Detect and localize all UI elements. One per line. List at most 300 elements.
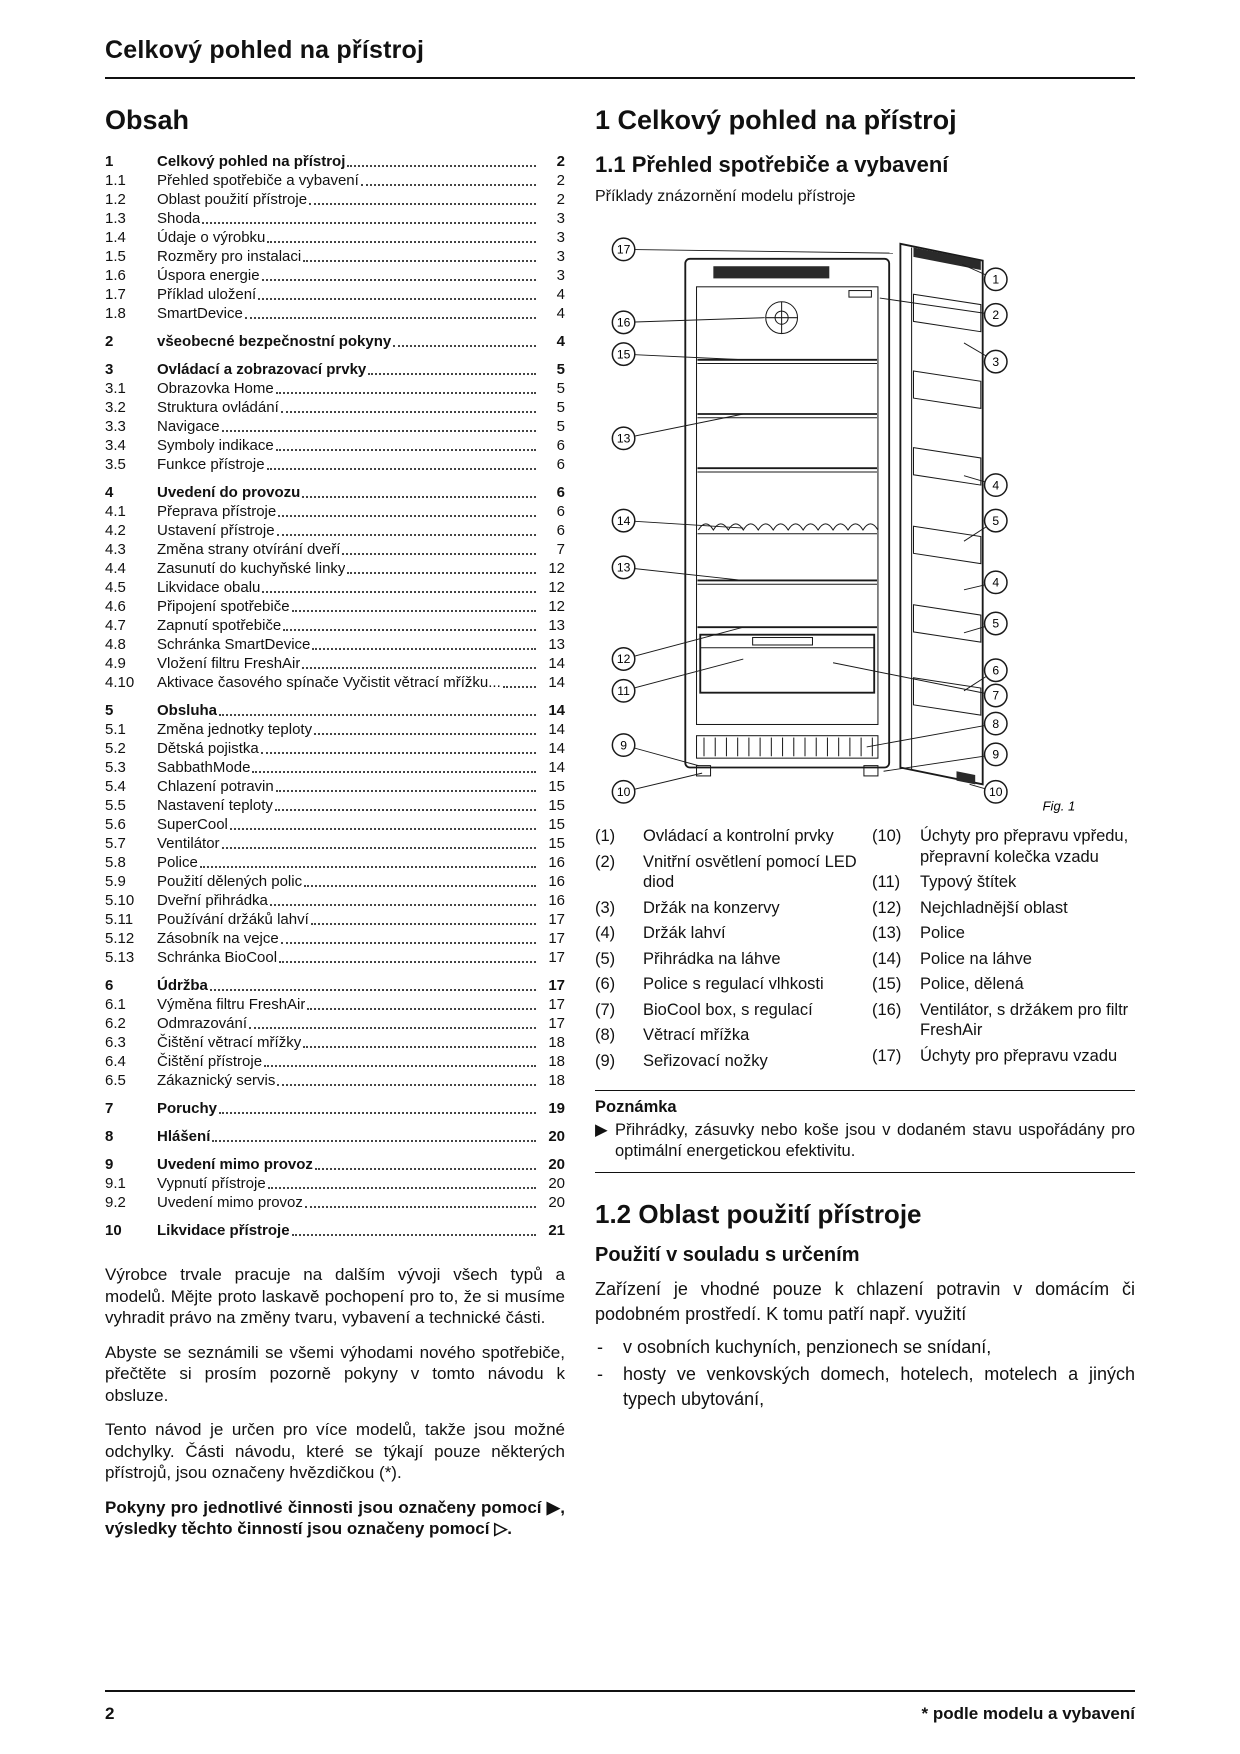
callout-leader-line	[867, 724, 996, 747]
toc-entry	[105, 360, 565, 379]
toc-entry-title: Obrazovka Home	[157, 380, 274, 397]
toc-entry-number: 6.5	[105, 1072, 126, 1089]
toc-leader-dots	[252, 771, 536, 773]
toc-entry-title: Oblast použití přístroje	[157, 191, 308, 208]
toc-leader-dots	[302, 667, 536, 669]
toc-entry-title: Čištění přístroje	[157, 1053, 263, 1070]
toc-entry	[105, 720, 565, 739]
callout-leader-line	[624, 521, 744, 528]
toc-entry	[105, 502, 565, 521]
control-panel-strip	[713, 266, 829, 278]
toc-entry-title: Hlášení	[157, 1128, 211, 1145]
toc-group	[105, 701, 565, 967]
note-box	[595, 1090, 1135, 1173]
toc-entry-number: 4.1	[105, 503, 126, 520]
led-light	[849, 291, 871, 298]
callout-number: 9	[620, 738, 627, 753]
toc-entry-page: 20	[548, 1194, 565, 1211]
toc-entry-title: SabbathMode	[157, 759, 251, 776]
toc-leader-dots	[302, 496, 536, 498]
callout-number: 6	[992, 663, 1000, 678]
toc-entry-page: 17	[548, 930, 565, 947]
toc-entry-number: 5.5	[105, 797, 126, 814]
toc-entry	[105, 540, 565, 559]
legend-item-text: Větrací mřížka	[643, 1026, 750, 1044]
toc-entry-page: 4	[556, 305, 565, 322]
toc-leader-dots	[292, 610, 536, 612]
toc-entry-number: 5.7	[105, 835, 126, 852]
callout-leader-line	[624, 414, 744, 438]
legend-item	[872, 872, 1135, 893]
toc-entry-page: 13	[548, 636, 565, 653]
callout-leader-line	[624, 627, 744, 659]
toc-entry-title: Připojení spotřebiče	[157, 598, 290, 615]
dash-marker: -	[597, 1364, 603, 1384]
list-item	[595, 1362, 1135, 1412]
section-1-heading: 1 Celkový pohled na přístroj	[595, 105, 957, 135]
legend-item	[595, 826, 858, 847]
legend-item	[872, 1046, 1135, 1067]
legend-item-number: (11)	[872, 873, 901, 891]
toc-entry-page: 13	[548, 617, 565, 634]
toc-group	[105, 976, 565, 1090]
toc-entry-title: Zákaznický servis	[157, 1072, 276, 1089]
toc-group	[105, 1155, 565, 1212]
toc-entry-page: 14	[548, 702, 565, 719]
toc-entry	[105, 597, 565, 616]
toc-entry-page: 17	[548, 1015, 565, 1032]
toc-entry-page: 17	[548, 911, 565, 928]
toc-entry	[105, 1052, 565, 1071]
toc-entry-number: 9.2	[105, 1194, 126, 1211]
toc-entry-page: 15	[548, 778, 565, 795]
toc-entry-number: 6	[105, 977, 114, 994]
toc-leader-dots	[262, 279, 536, 281]
toc-entry-page: 18	[548, 1034, 565, 1051]
toc-entry-title: Výměna filtru FreshAir	[157, 996, 306, 1013]
note-item	[595, 1120, 1135, 1162]
callout-number: 8	[992, 716, 1000, 731]
toc-entry-page: 17	[548, 996, 565, 1013]
toc-entry	[105, 853, 565, 872]
toc-entry-number: 6.4	[105, 1053, 126, 1070]
callout-number: 11	[617, 684, 630, 699]
toc-entry	[105, 171, 565, 190]
toc-leader-dots	[264, 1065, 536, 1067]
callout-number: 13	[616, 560, 631, 575]
toc-entry-number: 1.1	[105, 172, 126, 189]
toc-leader-dots	[262, 591, 536, 593]
toc-leader-dots	[342, 553, 536, 555]
legend-item-text: Police na láhve	[920, 949, 1032, 968]
page-number: 2	[105, 1704, 115, 1723]
toc-entry-page: 14	[548, 655, 565, 672]
two-column-layout	[105, 105, 1135, 1553]
legend-item-text: Police s regulací vlhkosti	[643, 975, 824, 993]
legend-item-number: (5)	[595, 949, 616, 968]
toc-leader-dots	[249, 1027, 536, 1029]
callout-number: 4	[992, 575, 1000, 590]
intro-paragraph-3: Tento návod je určen pro více modelů, takže jsou možné odchylky. Části návodu, které se týkají pouze některých přístrojů, jsou označeny hvězdičkou (*).	[105, 1420, 565, 1482]
toc	[105, 152, 565, 1240]
toc-entry-page: 6	[556, 484, 565, 501]
toc-entry-number: 5.10	[105, 892, 135, 909]
toc-entry	[105, 1099, 565, 1118]
door-top-bracket	[913, 248, 980, 270]
callout-number: 10	[616, 785, 631, 800]
legend-item-number: (17)	[872, 1046, 902, 1065]
legend-item	[872, 826, 1135, 867]
toc-entry-number: 4	[105, 484, 114, 501]
toc-entry	[105, 796, 565, 815]
toc-entry	[105, 247, 565, 266]
toc-entry	[105, 654, 565, 673]
legend-item	[872, 949, 1135, 970]
toc-entry-page: 2	[556, 172, 565, 189]
toc-entry-number: 4.6	[105, 598, 126, 615]
legend-item-text: Police	[920, 924, 965, 942]
fridge-callouts	[612, 238, 1007, 803]
toc-entry	[105, 834, 565, 853]
toc-entry-title: SmartDevice	[157, 305, 243, 322]
toc-entry-title: Použití dělených polic	[157, 873, 303, 890]
legend-item-text: BioCool box, s regulací	[643, 1000, 813, 1019]
toc-entry	[105, 910, 565, 929]
legend-item-number: (15)	[872, 975, 902, 993]
toc-leader-dots	[219, 714, 536, 716]
toc-entry	[105, 701, 565, 720]
toc-leader-dots	[200, 866, 536, 868]
toc-entry-title: Změna jednotky teploty	[157, 721, 313, 738]
callout-number: 4	[992, 478, 1000, 493]
legend-item-text: Seřizovací nožky	[643, 1051, 768, 1070]
toc-entry-page: 19	[548, 1100, 565, 1117]
callout-number: 16	[616, 315, 631, 330]
toc-entry	[105, 332, 565, 351]
toc-entry-title: Uvedení mimo provoz	[157, 1194, 303, 1211]
shelves	[697, 360, 877, 627]
legend-item-number: (7)	[595, 1000, 616, 1019]
toc-entry-title: Ustavení přístroje	[157, 522, 275, 539]
list-item-text: hosty ve venkovských domech, hotelech, motelech a jiných typech ubytování,	[623, 1364, 1135, 1409]
toc-entry-number: 3.3	[105, 418, 126, 435]
callout-number: 7	[992, 688, 1000, 703]
toc-entry	[105, 304, 565, 323]
intended-use-paragraph: Zařízení je vhodné pouze k chlazení potravin v domácím či podobném prostředí. K tomu patří např. využití	[595, 1279, 1135, 1324]
callout-number: 10	[989, 785, 1003, 800]
toc-leader-dots	[307, 1008, 536, 1010]
toc-leader-dots	[230, 828, 536, 830]
toc-leader-dots	[309, 203, 536, 205]
legend-item-text: Přihrádka na láhve	[643, 949, 781, 968]
page-footer	[105, 1690, 1135, 1724]
toc-leader-dots	[292, 1234, 536, 1236]
toc-entry-number: 2	[105, 333, 114, 350]
toc-entry-title: Aktivace časového spínače Vyčistit větrací mřížku...	[157, 674, 501, 691]
legend-col-left	[595, 826, 858, 1076]
toc-entry-page: 18	[548, 1072, 565, 1089]
callout-leader-line	[624, 773, 703, 792]
toc-entry	[105, 1221, 565, 1240]
callout-leader-line	[624, 318, 765, 323]
toc-entry	[105, 483, 565, 502]
toc-leader-dots	[258, 298, 536, 300]
toc-entry	[105, 152, 565, 171]
toc-entry-title: Uvedení mimo provoz	[157, 1156, 313, 1173]
toc-entry-title: Likvidace přístroje	[157, 1222, 290, 1239]
callout-leader-line	[880, 298, 996, 315]
toc-entry-page: 15	[548, 797, 565, 814]
toc-entry-number: 5.13	[105, 949, 135, 966]
toc-entry-page: 5	[556, 361, 565, 378]
toc-entry-number: 10	[105, 1222, 122, 1239]
transport-roller	[957, 771, 976, 784]
legend-item	[872, 1000, 1135, 1041]
toc-entry-page: 15	[548, 816, 565, 833]
toc-entry-page: 3	[556, 229, 565, 246]
toc-entry-title: Struktura ovládání	[157, 399, 279, 416]
toc-entry-page: 7	[556, 541, 565, 558]
callout-leader-line	[624, 249, 893, 253]
toc-entry-number: 6.1	[105, 996, 126, 1013]
toc-entry-title: Čištění větrací mřížky	[157, 1034, 302, 1051]
toc-entry-title: Schránka SmartDevice	[157, 636, 311, 653]
toc-entry-title: Police	[157, 854, 198, 871]
toc-group	[105, 1099, 565, 1118]
toc-entry-number: 5.2	[105, 740, 126, 757]
callout-leader-line	[833, 663, 996, 696]
toc-entry-number: 3.5	[105, 456, 126, 473]
toc-leader-dots	[261, 752, 536, 754]
figure-appliance-overview	[595, 212, 1135, 818]
toc-entry-number: 9.1	[105, 1175, 126, 1192]
toc-entry-number: 8	[105, 1128, 114, 1145]
toc-leader-dots	[278, 515, 536, 517]
toc-entry-title: Přehled spotřebiče a vybavení	[157, 172, 359, 189]
toc-entry-page: 2	[556, 153, 565, 170]
toc-entry-title: Příklad uložení	[157, 286, 257, 303]
toc-entry-page: 21	[548, 1222, 565, 1239]
note-bullet-icon: ▶	[595, 1121, 608, 1139]
callout-number: 5	[992, 616, 1000, 631]
toc-leader-dots	[393, 345, 536, 347]
toc-entry-number: 6.2	[105, 1015, 126, 1032]
toc-entry-title: Poruchy	[157, 1100, 218, 1117]
toc-entry-page: 12	[548, 560, 565, 577]
callout-number: 17	[616, 242, 631, 257]
legend-item-text: Držák na konzervy	[643, 898, 780, 917]
toc-leader-dots	[503, 686, 536, 688]
toc-leader-dots	[277, 534, 536, 536]
section-1-1-intro: Příklady znázornění modelu přístroje	[595, 188, 856, 205]
toc-entry	[105, 739, 565, 758]
toc-entry	[105, 379, 565, 398]
toc-entry-number: 3.1	[105, 380, 126, 397]
toc-entry-page: 6	[556, 456, 565, 473]
legend-item-number: (2)	[595, 852, 616, 871]
toc-entry-title: Údaje o výrobku	[157, 229, 266, 246]
toc-entry-page: 6	[556, 437, 565, 454]
toc-entry	[105, 578, 565, 597]
toc-entry-page: 18	[548, 1053, 565, 1070]
intro-paragraph-1: Výrobce trvale pracuje na dalším vývoji všech typů a modelů. Mějte proto laskavě pochopení pro to, že si musíme vyhradit právo na změny tvaru, vybavení a technické části.	[105, 1265, 565, 1327]
toc-entry	[105, 1155, 565, 1174]
page-header	[105, 36, 1135, 79]
toc-entry-number: 4.5	[105, 579, 126, 596]
toc-group	[105, 483, 565, 692]
toc-entry-page: 14	[548, 759, 565, 776]
toc-entry-page: 16	[548, 873, 565, 890]
toc-entry-page: 5	[556, 380, 565, 397]
toc-entry	[105, 209, 565, 228]
toc-entry-page: 17	[548, 977, 565, 994]
page-title: Celkový pohled na přístroj	[105, 36, 425, 64]
toc-leader-dots	[267, 241, 536, 243]
toc-leader-dots	[202, 222, 536, 224]
toc-entry	[105, 1127, 565, 1146]
toc-entry-number: 5.6	[105, 816, 126, 833]
toc-entry-title: Dveřní přihrádka	[157, 892, 268, 909]
toc-entry-title: Údržba	[157, 977, 208, 994]
toc-entry-number: 3.2	[105, 399, 126, 416]
toc-leader-dots	[314, 733, 536, 735]
toc-entry-number: 1.6	[105, 267, 126, 284]
toc-leader-dots	[347, 165, 536, 167]
toc-group	[105, 360, 565, 474]
fridge-interior-liner	[697, 287, 878, 725]
legend-item	[872, 898, 1135, 919]
toc-entry-page: 6	[556, 522, 565, 539]
section-1-2-heading: 1.2 Oblast použití přístroje	[595, 1199, 922, 1229]
toc-entry-number: 5.11	[105, 911, 134, 928]
toc-entry-number: 4.2	[105, 522, 126, 539]
intro-paragraph-2: Abyste se seznámili se všemi výhodami nového spotřebiče, přečtěte si prosím pozorně pokyny v tomto návodu k obsluze.	[105, 1342, 565, 1405]
toc-leader-dots	[303, 260, 536, 262]
toc-leader-dots	[268, 1187, 536, 1189]
toc-entry-title: Dětská pojistka	[157, 740, 259, 757]
toc-entry-title: Symboly indikace	[157, 437, 274, 454]
toc-entry-number: 3.4	[105, 437, 126, 454]
toc-leader-dots	[279, 961, 536, 963]
callout-number: 3	[992, 354, 1000, 369]
legend-item-number: (16)	[872, 1000, 902, 1019]
fridge-cabinet-outline	[685, 259, 889, 768]
callout-number: 12	[616, 652, 631, 667]
legend-item	[595, 1000, 858, 1021]
toc-entry-title: Zasunutí do kuchyňské linky	[157, 560, 346, 577]
intended-use-heading: Použití v souladu s určením	[595, 1244, 860, 1266]
legend-item-number: (14)	[872, 949, 902, 968]
toc-leader-dots	[305, 1206, 536, 1208]
toc-leader-dots	[276, 790, 536, 792]
toc-leader-dots	[281, 942, 536, 944]
callout-leader-line	[624, 659, 744, 691]
toc-entry-page: 12	[548, 598, 565, 615]
legend-col-right	[872, 826, 1135, 1076]
legend-item-number: (8)	[595, 1026, 616, 1044]
toc-leader-dots	[219, 1112, 536, 1114]
callout-leader-line	[624, 567, 744, 580]
toc-entry	[105, 1014, 565, 1033]
right-column	[595, 105, 1135, 1553]
callout-number: 5	[992, 513, 1000, 528]
toc-entry-page: 3	[556, 248, 565, 265]
toc-group	[105, 1127, 565, 1146]
legend-item	[595, 1025, 858, 1046]
toc-entry-page: 4	[556, 286, 565, 303]
toc-entry-title: Likvidace obalu	[157, 579, 261, 596]
toc-leader-dots	[315, 1168, 536, 1170]
toc-entry-title: Shoda	[157, 210, 201, 227]
note-text: Přihrádky, zásuvky nebo koše jsou v dodaném stavu uspořádány pro optimální energetickou efektivitu.	[615, 1121, 1135, 1160]
toc-entry-number: 3	[105, 361, 114, 378]
toc-entry-number: 5.12	[105, 930, 135, 947]
toc-entry-title: Přeprava přístroje	[157, 503, 277, 520]
section-1-1-heading: 1.1 Přehled spotřebiče a vybavení	[595, 152, 949, 177]
toc-entry-title: Používání držáků lahví	[157, 911, 309, 928]
toc-entry-number: 1.3	[105, 210, 126, 227]
toc-entry-title: Celkový pohled na přístroj	[157, 153, 346, 170]
toc-entry-number: 1.7	[105, 286, 126, 303]
toc-heading: Obsah	[105, 105, 190, 135]
ventilator-fan	[766, 302, 798, 334]
toc-entry-page: 4	[556, 333, 565, 350]
toc-entry-number: 1.4	[105, 229, 126, 246]
legend-item-text: Ovládací a kontrolní prvky	[643, 827, 834, 845]
toc-entry-number: 1.2	[105, 191, 126, 208]
toc-entry-title: všeobecné bezpečnostní pokyny	[157, 333, 392, 350]
callout-leader-line	[624, 354, 744, 360]
legend-item-number: (12)	[872, 898, 902, 917]
legend-item-number: (13)	[872, 924, 902, 942]
legend-item-text: Úchyty pro přepravu vzadu	[920, 1046, 1118, 1065]
toc-entry	[105, 1071, 565, 1090]
toc-leader-dots	[276, 392, 536, 394]
toc-entry	[105, 948, 565, 967]
dash-marker: -	[597, 1337, 603, 1357]
toc-leader-dots	[210, 989, 536, 991]
toc-entry-number: 4.3	[105, 541, 126, 558]
legend-item	[595, 949, 858, 970]
toc-entry	[105, 436, 565, 455]
toc-entry-number: 6.3	[105, 1034, 126, 1051]
figure-legend	[595, 826, 1135, 1076]
toc-leader-dots	[304, 885, 536, 887]
toc-entry-page: 20	[548, 1175, 565, 1192]
legend-item-text: Vnitřní osvětlení pomocí LED diod	[643, 852, 857, 891]
vent-grille	[697, 736, 878, 758]
legend-item-text: Typový štítek	[920, 873, 1017, 891]
toc-entry-title: Rozměry pro instalaci	[157, 248, 302, 265]
toc-entry-page: 17	[548, 949, 565, 966]
toc-leader-dots	[347, 572, 536, 574]
toc-entry-number: 5.9	[105, 873, 126, 890]
toc-entry-title: Funkce přístroje	[157, 456, 265, 473]
toc-entry	[105, 455, 565, 474]
toc-entry	[105, 872, 565, 891]
toc-entry-title: Uvedení do provozu	[157, 484, 301, 501]
toc-leader-dots	[277, 1084, 536, 1086]
toc-entry-number: 5.1	[105, 721, 126, 738]
toc-entry-number: 4.9	[105, 655, 126, 672]
toc-entry-title: Vypnutí přístroje	[157, 1175, 266, 1192]
legend-item-number: (3)	[595, 898, 616, 917]
toc-entry-page: 3	[556, 210, 565, 227]
toc-entry	[105, 976, 565, 995]
legend-item-text: Nejchladnější oblast	[920, 898, 1068, 917]
toc-entry	[105, 398, 565, 417]
toc-entry-title: Zapnutí spotřebiče	[157, 617, 282, 634]
